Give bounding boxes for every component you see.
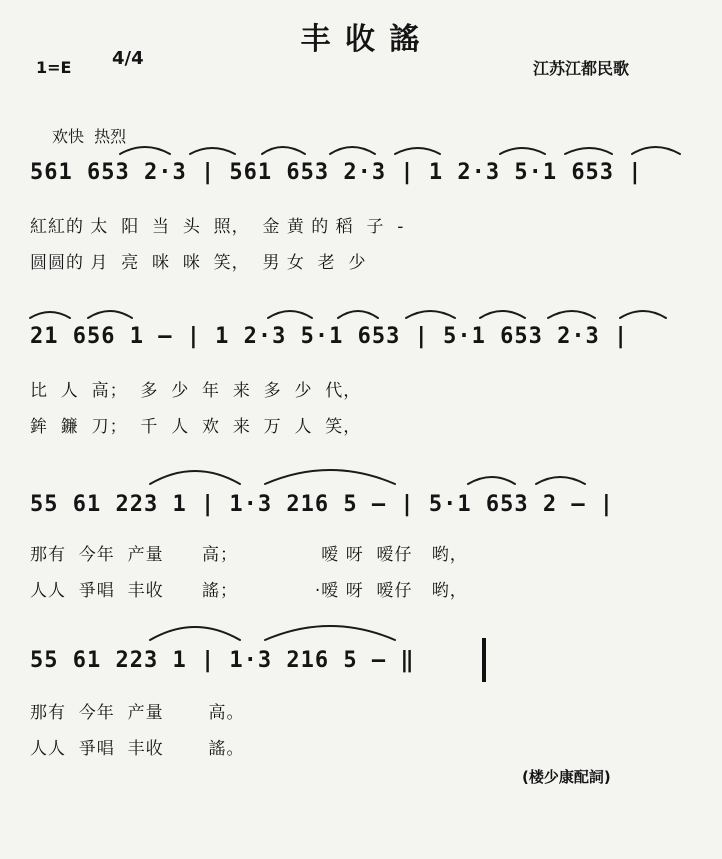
lyric-line-2b: 鉾 鐮 刀； 千 人 欢 来 万 人 笑， bbox=[30, 417, 362, 437]
slur-mark bbox=[150, 627, 240, 640]
slur-mark bbox=[480, 311, 525, 318]
lyricist-credit: (楼少康配詞) bbox=[522, 768, 611, 786]
lyric-line-2a: 比 人 高； 多 少 年 来 多 少 代， bbox=[30, 381, 362, 401]
slur-mark bbox=[468, 477, 515, 484]
slur-mark bbox=[330, 147, 375, 154]
notation-line-1: 561 653 2·3 | 561 653 2·3 | 1 2·3 5·1 653 | bbox=[30, 160, 643, 185]
song-title: 丰 收 謠 bbox=[300, 22, 422, 57]
notation-line-3: 55 61 223 1 | 1·3 216 5 — | 5·1 653 2 — | bbox=[30, 492, 615, 517]
slur-mark bbox=[265, 626, 395, 640]
slur-mark bbox=[395, 148, 440, 154]
slur-mark bbox=[265, 470, 395, 484]
meter-top: 4 bbox=[112, 48, 125, 69]
slur-mark bbox=[620, 311, 666, 318]
notation-line-2: 21 656 1 — | 1 2·3 5·1 653 | 5·1 653 2·3 | bbox=[30, 324, 629, 349]
tempo-marking: 欢快 热烈 bbox=[52, 127, 127, 146]
slur-mark bbox=[30, 312, 70, 318]
slur-mark bbox=[190, 148, 235, 154]
slur-mark bbox=[406, 311, 455, 318]
lyric-line-3a: 那有 今年 产量 高； 嗳 呀 嗳仔 哟， bbox=[30, 545, 468, 565]
lyric-line-4a: 那有 今年 产量 高。 bbox=[30, 703, 245, 723]
slur-mark bbox=[262, 147, 305, 154]
song-source: 江苏江都民歌 bbox=[533, 59, 630, 78]
lyric-line-4b: 人人 爭唱 丰收 謠。 bbox=[30, 739, 245, 759]
lyric-line-1b: 圆圆的 月 亮 咪 咪 笑， 男 女 老 少 bbox=[30, 253, 367, 273]
notation-line-4: 55 61 223 1 | 1·3 216 5 — ‖ bbox=[30, 648, 415, 673]
slur-mark bbox=[88, 311, 132, 318]
slur-mark bbox=[338, 311, 378, 318]
slur-mark bbox=[268, 311, 312, 318]
slur-mark bbox=[500, 148, 545, 154]
lyric-line-1a: 紅紅的 太 阳 当 头 照， 金 黄 的 稻 子 - bbox=[30, 217, 405, 237]
key-signature: 1=E bbox=[36, 58, 72, 77]
slur-mark bbox=[632, 147, 680, 154]
slur-mark bbox=[120, 147, 170, 154]
slur-mark bbox=[548, 311, 595, 318]
time-signature: 4/4 bbox=[112, 48, 144, 69]
slur-mark bbox=[150, 471, 240, 484]
slur-mark bbox=[565, 148, 612, 154]
meter-bottom: 4 bbox=[131, 48, 144, 69]
slur-mark bbox=[536, 477, 585, 484]
lyric-line-3b: 人人 爭唱 丰收 謠； ·嗳 呀 嗳仔 哟， bbox=[30, 581, 468, 601]
